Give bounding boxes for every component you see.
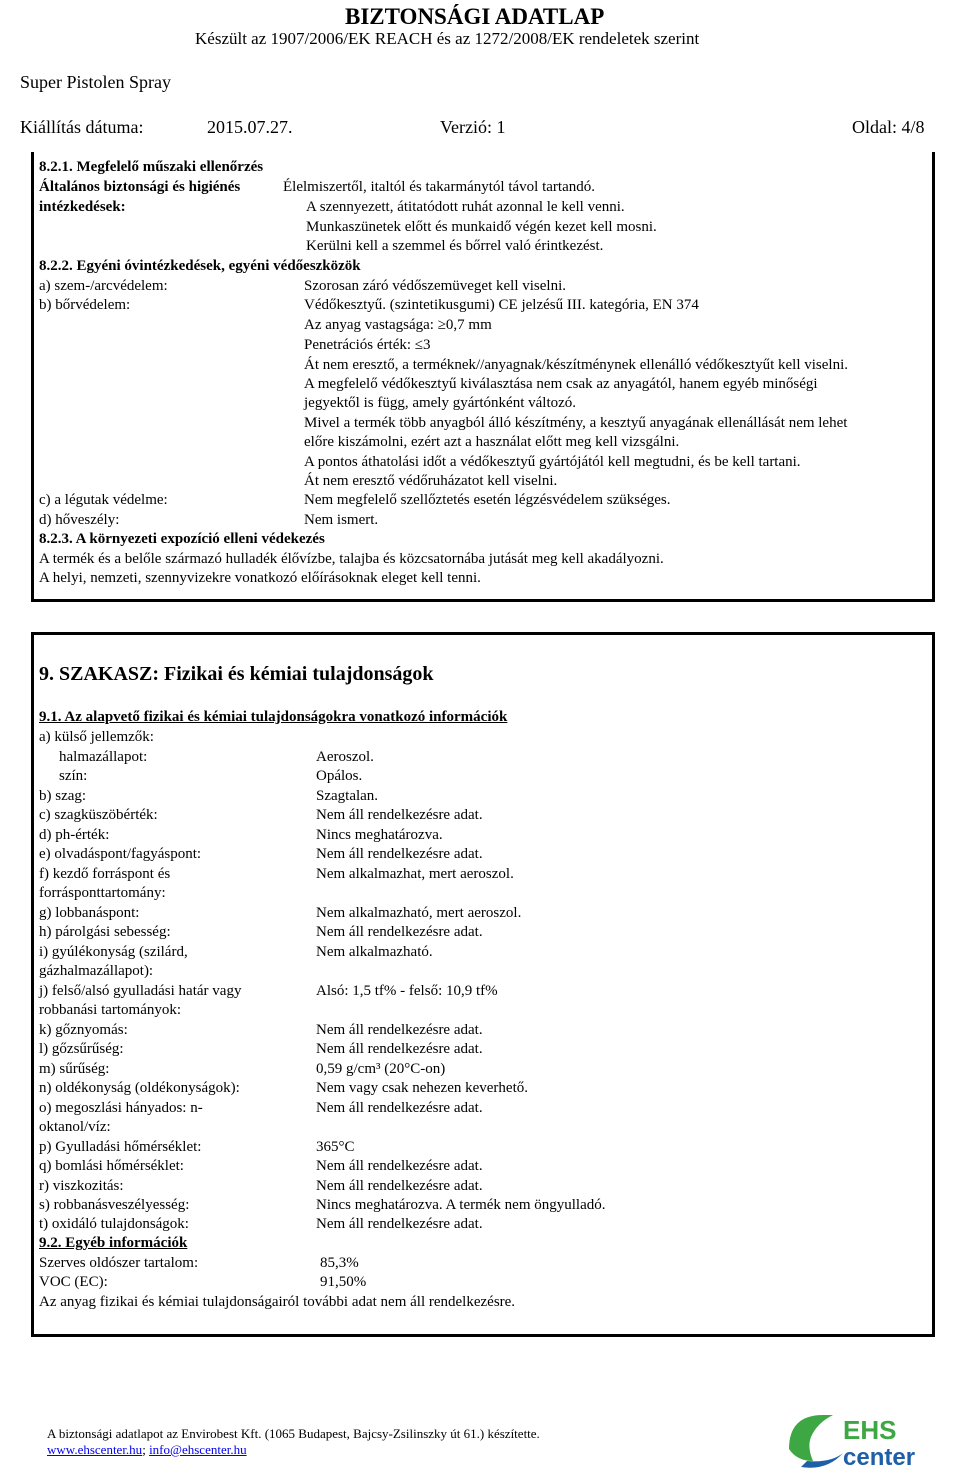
property-label: t) oxidáló tulajdonságok: (39, 1216, 189, 1232)
respiratory-protection-label: c) a légutak védelme: (39, 492, 168, 508)
property-value: Nem áll rendelkezésre adat. (316, 1158, 483, 1174)
property-label: j) felső/alsó gyulladási határ vagy (39, 983, 242, 999)
thermal-hazard-value: Nem ismert. (304, 512, 379, 528)
property-value: Nem áll rendelkezésre adat. (316, 1041, 483, 1057)
footer-author: A biztonsági adatlapot az Envirobest Kft. (1065 Budapest, Bajcsy-Zsilinszky út 61.) készítette. (47, 1426, 540, 1441)
footer-links (47, 1442, 247, 1458)
skin-protection-line: Penetrációs érték: ≤3 (304, 337, 431, 353)
hygiene-line: Élelmiszertől, italtól és takarmánytól távol tartandó. (283, 179, 595, 195)
solvent-content-value: 85,3% (320, 1255, 359, 1271)
skin-protection-label: b) bőrvédelem: (39, 297, 131, 313)
section-9-note: Az anyag fizikai és kémiai tulajdonságairól további adat nem áll rendelkezésre. (39, 1294, 516, 1310)
eye-protection-value: Szorosan záró védőszemüveget kell viselni. (304, 278, 567, 294)
respiratory-protection-value: Nem megfelelő szellőztetés esetén légzésvédelem szükséges. (304, 492, 671, 508)
property-label: p) Gyulladási hőmérséklet: (39, 1139, 202, 1155)
property-value: Nincs meghatározva. A termék nem öngyulladó. (316, 1197, 606, 1213)
logo-text-center: center (843, 1444, 916, 1471)
property-value: Aeroszol. (316, 749, 374, 765)
hygiene-line: A szennyezett, átitatódott ruhát azonnal le kell venni. (306, 199, 625, 215)
property-value: Nem áll rendelkezésre adat. (316, 846, 483, 862)
document-title: BIZTONSÁGI ADATLAP (345, 4, 605, 29)
environmental-line: A helyi, nemzeti, szennyvizekre vonatkozó előírásoknak eleget kell tenni. (39, 570, 481, 586)
property-value: Nem alkalmazható, mert aeroszol. (316, 905, 522, 921)
logo-text-ehs: EHS (843, 1415, 897, 1445)
heading-9-2: 9.2. Egyéb információk (39, 1235, 188, 1251)
property-label: szín: (59, 768, 88, 784)
property-label-continuation: gázhalmazállapot): (39, 963, 154, 979)
heading-8-2-1: 8.2.1. Megfelelő műszaki ellenőrzés (39, 159, 264, 175)
property-label-continuation: forrásponttartomány: (39, 885, 166, 901)
skin-protection-line: Át nem eresztő, a terméknek//anyagnak/készítménynek ellenálló védőkesztyűt kell viselni. (304, 357, 848, 373)
property-value: Nem alkalmazhat, mert aeroszol. (316, 866, 514, 882)
skin-protection-line: jegyektől is függ, amely gyártónként változó. (304, 395, 577, 411)
skin-protection-line: Az anyag vastagsága: ≥0,7 mm (304, 317, 492, 333)
logo-leaf-shape (789, 1415, 833, 1461)
heading-9-1: 9.1. Az alapvető fizikai és kémiai tulajdonságokra vonatkozó információk (39, 709, 508, 725)
property-label-continuation: oktanol/víz: (39, 1119, 111, 1135)
property-label: o) megoszlási hányados: n- (39, 1100, 203, 1116)
section-9-title: 9. SZAKASZ: Fizikai és kémiai tulajdonságok (39, 663, 434, 685)
property-value: Opálos. (316, 768, 363, 784)
thermal-hazard-label: d) hőveszély: (39, 512, 120, 528)
property-value: Nem alkalmazható. (316, 944, 433, 960)
property-label: b) szag: (39, 788, 87, 804)
property-label: l) gőzsűrűség: (39, 1041, 124, 1057)
property-label: g) lobbanáspont: (39, 905, 140, 921)
property-label: r) viszkozitás: (39, 1178, 124, 1194)
email-link[interactable]: info@ehscenter.hu (149, 1442, 247, 1457)
skin-protection-line: A pontos áthatolási időt a védőkesztyű gyártójától kell megtudni, és be kell tartani. (304, 454, 801, 470)
property-label: halmazállapot: (59, 749, 148, 765)
heading-8-2-2: 8.2.2. Egyéni óvintézkedések, egyéni védőeszközök (39, 258, 361, 274)
property-label: a) külső jellemzők: (39, 729, 154, 745)
property-label: s) robbanásveszélyesség: (39, 1197, 190, 1213)
issue-date: 2015.07.27. (207, 117, 293, 137)
ehs-center-logo-icon (787, 1409, 927, 1473)
property-value: 365°C (316, 1139, 355, 1155)
property-value: Nem áll rendelkezésre adat. (316, 807, 483, 823)
property-value: Nem áll rendelkezésre adat. (316, 1100, 483, 1116)
page-number: Oldal: 4/8 (852, 117, 925, 137)
skin-protection-line: előre kiszámolni, ezért azt a használat előtt meg kell vizsgálni. (304, 434, 680, 450)
website-link[interactable]: www.ehscenter.hu (47, 1442, 143, 1457)
property-label: f) kezdő forráspont és (39, 866, 171, 882)
property-label: n) oldékonyság (oldékonyságok): (39, 1080, 240, 1096)
footer-separator: ; (142, 1442, 146, 1457)
property-label: q) bomlási hőmérséklet: (39, 1158, 184, 1174)
hygiene-line: Munkaszünetek előtt és munkaidő végén kezet kell mosni. (306, 219, 657, 235)
property-label: h) párolgási sebesség: (39, 924, 171, 940)
property-label: d) ph-érték: (39, 827, 110, 843)
product-name: Super Pistolen Spray (20, 72, 171, 92)
heading-8-2-3: 8.2.3. A környezeti expozíció elleni védekezés (39, 531, 325, 547)
property-value: Nem áll rendelkezésre adat. (316, 1178, 483, 1194)
environmental-line: A termék és a belőle származó hulladék élővízbe, talajba és közcsatornába jutását meg kell akadályozni. (39, 551, 664, 567)
voc-value: 91,50% (320, 1274, 367, 1290)
skin-protection-line: Mivel a termék több anyagból álló készítmény, a kesztyű anyagának ellenállását nem lehet (304, 415, 848, 431)
property-value: Szagtalan. (316, 788, 379, 804)
skin-protection-line: Védőkesztyű. (szintetikusgumi) CE jelzésű III. kategória, EN 374 (304, 297, 699, 313)
property-value: 0,59 g/cm³ (20°C-on) (316, 1061, 446, 1077)
voc-label: VOC (EC): (39, 1274, 108, 1290)
property-label-continuation: robbanási tartományok: (39, 1002, 182, 1018)
version: Verzió: 1 (440, 117, 506, 137)
property-value: Nem áll rendelkezésre adat. (316, 1216, 483, 1232)
property-value: Alsó: 1,5 tf% - felső: 10,9 tf% (316, 983, 498, 999)
issue-date-label: Kiállítás dátuma: (20, 117, 144, 137)
eye-protection-label: a) szem-/arcvédelem: (39, 278, 168, 294)
hygiene-label-1: Általános biztonsági és higiénés (39, 179, 241, 195)
ehs-center-logo (787, 1409, 927, 1473)
skin-protection-line: A megfelelő védőkesztyű kiválasztása nem csak az anyagától, hanem egyéb minőségi (304, 376, 818, 392)
property-label: m) sűrűség: (39, 1061, 110, 1077)
solvent-content-label: Szerves oldószer tartalom: (39, 1255, 199, 1271)
skin-protection-line: Át nem eresztő védőruházatot kell viselni. (304, 473, 558, 489)
document-subtitle: Készült az 1907/2006/EK REACH és az 1272/2008/EK rendeletek szerint (195, 29, 700, 48)
property-label: e) olvadáspont/fagyáspont: (39, 846, 202, 862)
property-label: i) gyúlékonyság (szilárd, (39, 944, 188, 960)
property-label: k) gőznyomás: (39, 1022, 128, 1038)
property-value: Nem vagy csak nehezen keverhető. (316, 1080, 528, 1096)
hygiene-label-2: intézkedések: (39, 199, 126, 215)
property-label: c) szagküszöbérték: (39, 807, 158, 823)
hygiene-line: Kerülni kell a szemmel és bőrrel való érintkezést. (306, 238, 604, 254)
property-value: Nem áll rendelkezésre adat. (316, 924, 483, 940)
property-value: Nem áll rendelkezésre adat. (316, 1022, 483, 1038)
property-value: Nincs meghatározva. (316, 827, 443, 843)
